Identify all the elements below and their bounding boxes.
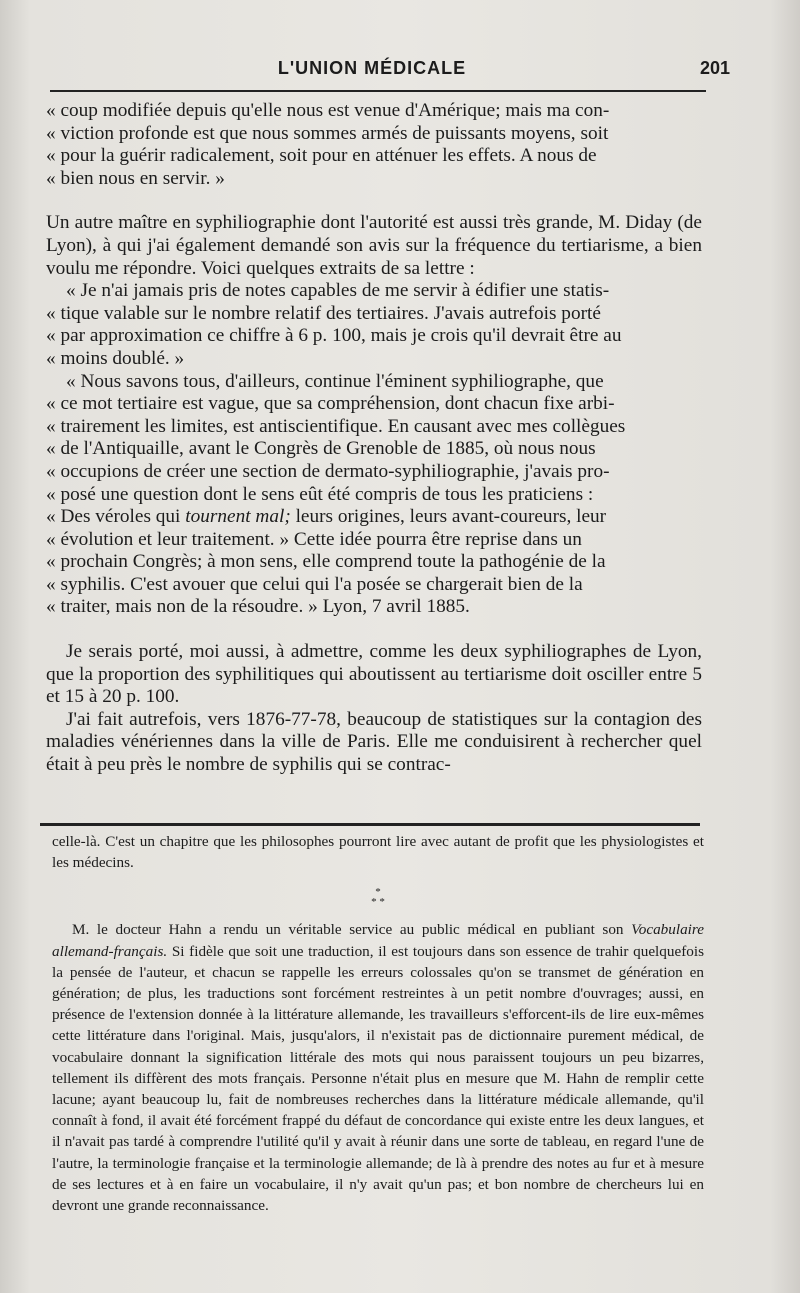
paragraph: Un autre maître en syphiliographie dont l'autorité est aussi très grande, M. Diday (de Lyon), à qui j'ai également demandé son avis sur la fréquence du tertiarisme, a bien voulu me répondre. Voici quelques extraits de sa lettre : [46,212,702,279]
page-number: 201 [699,58,730,78]
main-text [46,100,702,777]
quote-line: « viction profonde est que nous sommes armés de puissants moyens, soit [46,122,609,144]
quote-line: « pour la guérir radicalement, soit pour en atténuer les effets. A nous de [46,145,597,167]
footnote-continuation: celle-là. C'est un chapitre que les philosophes pourront lire avec autant de profit que les physiologistes et les médecins. [52,833,704,872]
footnote-column [52,831,704,1216]
quote-text: « Des véroles qui [46,506,186,528]
asterism [52,887,704,907]
running-title: L'UNION MÉDICALE [277,58,467,78]
quote-line: « par approximation ce chiffre à 6 p. 100, mais je crois qu'il devrait être au [46,325,622,347]
quote-line: « trairement les limites, est antiscientifique. En causant avec mes collègues [46,415,626,437]
paragraph: J'ai fait autrefois, vers 1876-77-78, beaucoup de statistiques sur la contagion des maladies vénériennes dans la ville de Paris. Elle me conduisirent à rechercher quel était à peu près le nombre de syphilis qui se contrac- [46,708,702,776]
review-text: M. le docteur Hahn a rendu un véritable service au public médical en publiant son [72,921,632,939]
italic-phrase: tournent mal; [185,506,291,528]
quote-line: « bien nous en servir. » [46,167,225,189]
footnote-review [52,919,704,1216]
quote-line: « ce mot tertiaire est vague, que sa compréhension, dont chacun fixe arbi- [46,393,615,415]
quote-line [46,506,702,529]
quote-line: « Je n'ai jamais pris de notes capables de me servir à édifier une statis- [66,280,610,302]
quote-line: « posé une question dont le sens eût été compris de tous les praticiens : [46,483,594,505]
quote-line: « prochain Congrès; à mon sens, elle comprend toute la pathogénie de la [46,551,606,573]
page-header [40,58,730,84]
asterism-bottom: * * [371,896,385,909]
header-rule [50,90,706,92]
footnote-rule [40,823,700,826]
quote-line: « occupions de créer une section de dermato-syphiliographie, j'avais pro- [46,460,610,482]
quote-line: « tique valable sur le nombre relatif des tertiaires. J'avais autrefois porté [46,302,601,324]
paragraph: Je serais porté, moi aussi, à admettre, comme les deux syphiliographes de Lyon, que la proportion des syphilitiques qui aboutissent au tertiarisme doit osciller entre 5 et 15 à 20 p. 100. [46,641,702,708]
quote-line: « syphilis. C'est avouer que celui qui l'a posée se chargerait bien de la [46,573,583,595]
quote-line: « coup modifiée depuis qu'elle nous est venue d'Amérique; mais ma con- [46,100,610,121]
quote-line: « moins doublé. » [46,347,185,369]
quote-line: « évolution et leur traitement. » Cette idée pourra être reprise dans un [46,528,582,550]
review-text: Si fidèle que soit une traduction, il est toujours dans son essence de trahir quelquefois la pensée de l'auteur, et chacun se rappelle les erreurs colossales qu'on se transmet de génération en génération; de plus, les traductions sont forcément restreintes à un petit nombre d'ouvrages; aussi, en présence de l'extension donnée à la littérature allemande, les travailleurs s'efforcent-ils de lire eux-mêmes cette littérature dans l'original. Mais, jusqu'alors, il n'existait pas de dictionnaire purement médical, de vocabulaire donnant la signification littérale des mots qui nous paraissent toujours un peu bizarres, tellement ils diffèrent des mots français. Personne n'était plus en mesure que M. Hahn de remplir cette lacune; ayant beaucoup lu, fait de nombreuses recherches dans la littérature médicale allemande, qu'il connaît à fond, il avait été forcément frappé du défaut de concordance qui existe entre les deux langues, et il n'avait pas tardé à comprendre l'utilité qu'il y avait à réunir dans une sorte de tableau, en regard l'une de l'autre, la terminologie française et la terminologie allemande; de là à prendre des notes au fur et à mesure de ses lectures et à en faire un vocabulaire, il n'y avait qu'un pas; et bon nombre de chercheurs lui en devront une grande reconnaissance. [52,942,704,1215]
quote-line: « de l'Antiquaille, avant le Congrès de Grenoble de 1885, où nous nous [46,438,596,460]
asterism-top: * [375,886,381,899]
quote-line: « traiter, mais non de la résoudre. » Lyon, 7 avril 1885. [46,596,470,618]
quote-line: « Nous savons tous, d'ailleurs, continue l'éminent syphiliographe, que [66,370,604,392]
book-title: Vocabulaire allemand-français. [52,921,704,960]
quote-text: leurs origines, leurs avant-coureurs, leur [290,506,607,528]
